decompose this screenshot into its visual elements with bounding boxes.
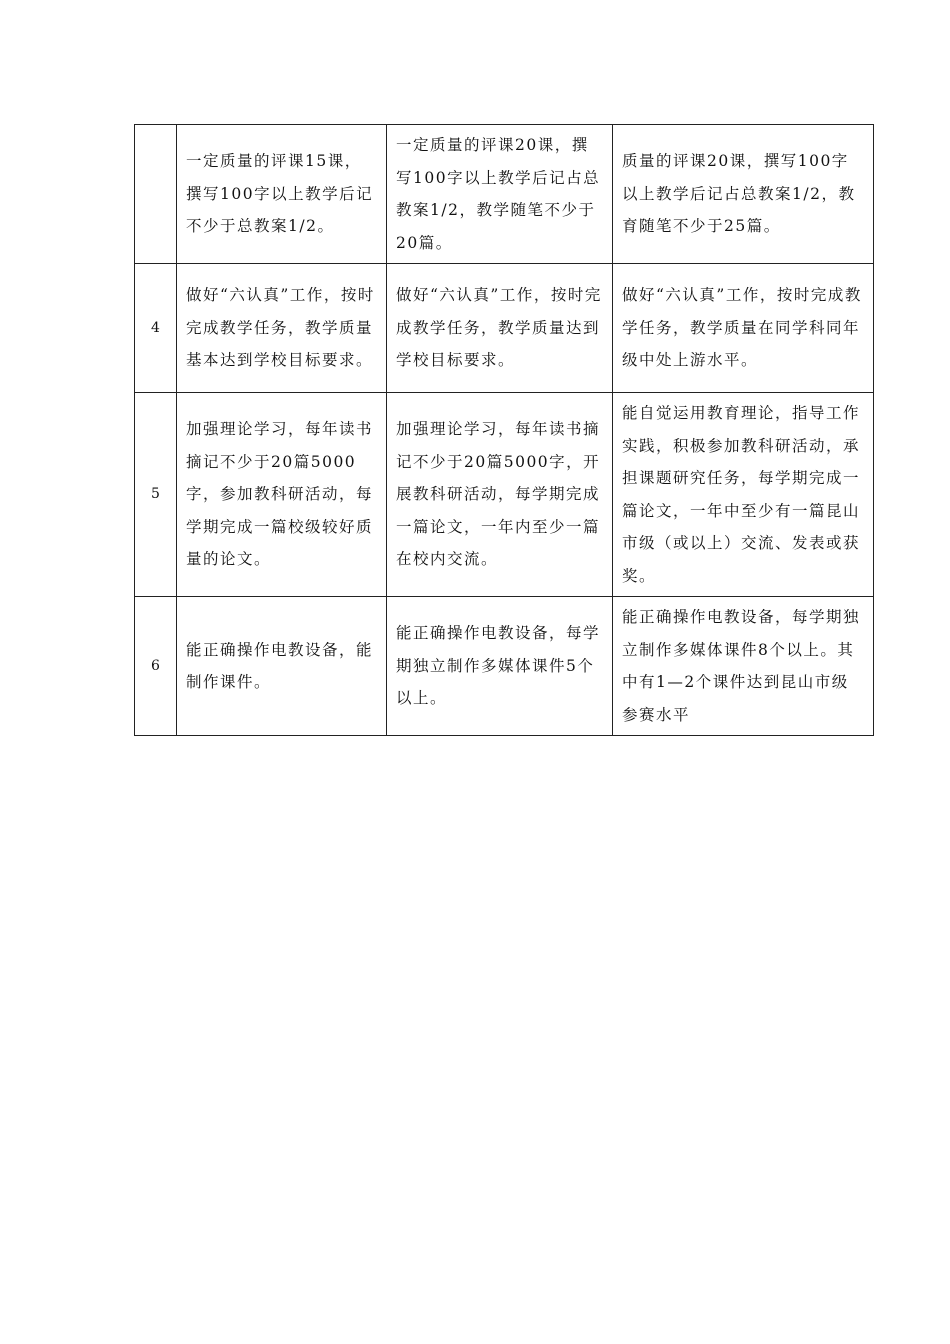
requirements-table bbox=[134, 124, 874, 736]
table-row bbox=[135, 393, 874, 597]
level-3-cell: 能正确操作电教设备，每学期独立制作多媒体课件8个以上。其中有1—2个课件达到昆山市级参赛水平 bbox=[613, 597, 874, 736]
table-row bbox=[135, 597, 874, 736]
row-number: 6 bbox=[135, 597, 177, 736]
level-1-cell: 能正确操作电教设备，能制作课件。 bbox=[177, 597, 387, 736]
level-3-cell: 能自觉运用教育理论，指导工作实践，积极参加教科研活动，承担课题研究任务，每学期完成一篇论文，一年中至少有一篇昆山市级（或以上）交流、发表或获奖。 bbox=[613, 393, 874, 597]
row-number: 5 bbox=[135, 393, 177, 597]
row-number bbox=[135, 125, 177, 264]
level-3-cell: 质量的评课20课，撰写100字以上教学后记占总教案1/2，教育随笔不少于25篇。 bbox=[613, 125, 874, 264]
level-2-cell: 一定质量的评课20课，撰写100字以上教学后记占总教案1/2，教学随笔不少于20篇。 bbox=[387, 125, 613, 264]
table-row bbox=[135, 264, 874, 393]
level-2-cell: 能正确操作电教设备，每学期独立制作多媒体课件5个以上。 bbox=[387, 597, 613, 736]
table-row bbox=[135, 125, 874, 264]
level-1-cell: 一定质量的评课15课，撰写100字以上教学后记不少于总教案1/2。 bbox=[177, 125, 387, 264]
level-2-cell: 加强理论学习，每年读书摘记不少于20篇5000字，开展教科研活动，每学期完成一篇论文，一年内至少一篇在校内交流。 bbox=[387, 393, 613, 597]
level-3-cell: 做好“六认真”工作，按时完成教学任务，教学质量在同学科同年级中处上游水平。 bbox=[613, 264, 874, 393]
level-1-cell: 做好“六认真”工作，按时完成教学任务，教学质量基本达到学校目标要求。 bbox=[177, 264, 387, 393]
level-1-cell: 加强理论学习，每年读书摘记不少于20篇5000字，参加教科研活动，每学期完成一篇校级较好质量的论文。 bbox=[177, 393, 387, 597]
level-2-cell: 做好“六认真”工作，按时完成教学任务，教学质量达到学校目标要求。 bbox=[387, 264, 613, 393]
row-number: 4 bbox=[135, 264, 177, 393]
